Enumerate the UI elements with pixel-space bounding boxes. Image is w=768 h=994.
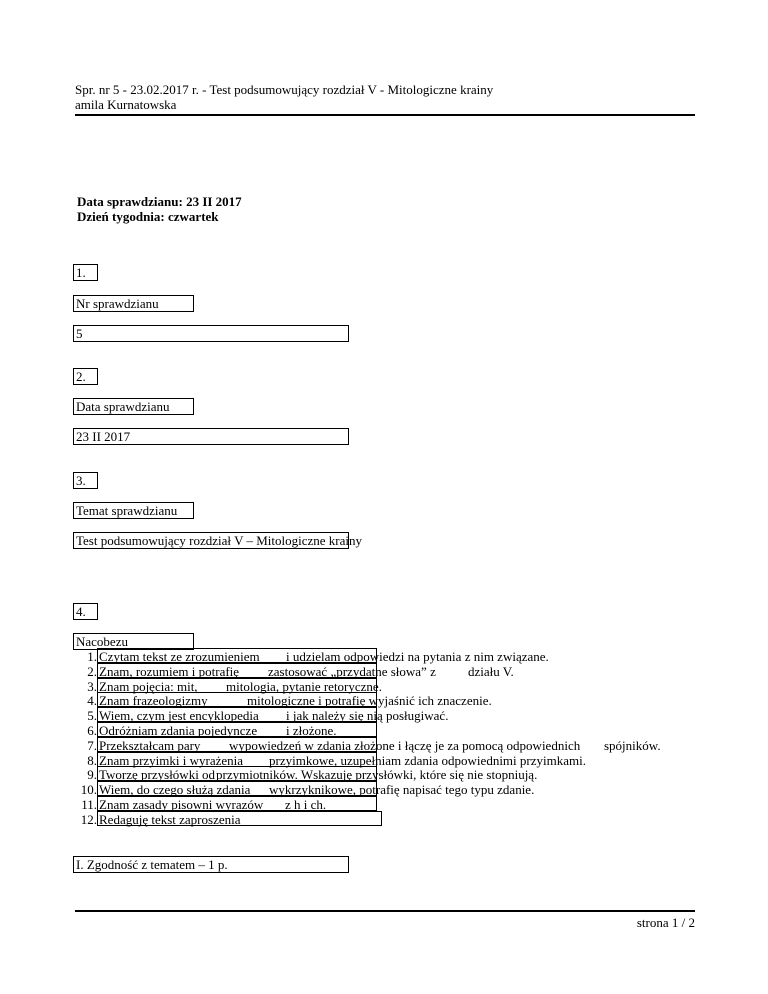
nacobezu-item-number: 9. [87, 767, 97, 783]
section-value-2: 23 II 2017 [76, 429, 131, 444]
nacobezu-item-text-rest: wypowiedzeń w zdania złożone i łączę je za pomocą odpowiednich [229, 737, 581, 753]
nacobezu-item-text-rest: i jak należy się nią posługiwać. [286, 708, 449, 724]
criterion-text: I. Zgodność z tematem – 1 p. [76, 857, 228, 872]
nacobezu-item-text-end: spójników. [604, 737, 661, 753]
section-number-2: 2. [76, 369, 86, 384]
nacobezu-item-text-rest: i udzielam odpowiedzi na pytania z nim związane. [286, 649, 549, 664]
nacobezu-item-text-start: Redaguję tekst zaproszenia [99, 811, 241, 827]
nacobezu-item-text-end: działu V. [468, 663, 514, 679]
section-value-3: Test podsumowujący rozdział V – Mitologiczne krainy [76, 533, 362, 548]
header-divider [75, 114, 695, 116]
nacobezu-item-text-rest: wykrzyknikowe, potrafię napisać tego typu zdanie. [269, 782, 535, 798]
section-number-1: 1. [76, 265, 86, 280]
nacobezu-item-text-start: Tworzę przysłówki od [99, 767, 216, 783]
test-weekday: Dzień tygodnia: czwartek [77, 209, 219, 224]
nacobezu-item-text-start: Znam pojęcia: mit, [99, 678, 198, 694]
nacobezu-item-text-start: Znam przyimki i wyrażenia [99, 752, 244, 768]
section-number-4: 4. [76, 604, 86, 619]
nacobezu-item-text-rest: przyimkowe, uzupełniam zdania odpowiednimi przyimkami. [269, 752, 586, 768]
nacobezu-item-text-rest: przymiotników. Wskazuję przysłówki, które się nie stopniują. [216, 767, 538, 783]
section-label-4: Nacobezu [76, 634, 128, 649]
section-label-2: Data sprawdzianu [76, 399, 170, 414]
nacobezu-item-number: 4. [87, 693, 97, 709]
nacobezu-item-text-start: Znam frazeologizmy [99, 693, 208, 709]
nacobezu-item-text-start: Wiem, do czego służą zdania [99, 782, 251, 798]
nacobezu-item-text-start: Czytam tekst ze zrozumieniem [99, 649, 260, 664]
nacobezu-item-text-rest: mitologiczne i potrafię wyjaśnić ich znaczenie. [247, 693, 492, 709]
section-value-1: 5 [76, 326, 83, 341]
nacobezu-item-text-rest: zastosować „przydatne słowa” z [268, 663, 436, 679]
nacobezu-item-text-start: Znam, rozumiem i potrafię [99, 663, 240, 679]
nacobezu-item-text-start: Znam zasady pisowni wyrazów [99, 797, 264, 812]
page-number: strona 1 / 2 [636, 915, 695, 930]
nacobezu-item-number: 12. [80, 811, 97, 827]
nacobezu-item-number: 8. [87, 752, 97, 768]
nacobezu-item-number: 3. [87, 678, 97, 694]
nacobezu-item-number: 2. [87, 663, 97, 679]
nacobezu-item-text-rest: z h i ch. [285, 797, 327, 812]
section-value-box-1 [73, 325, 349, 342]
nacobezu-item-text-start: Wiem, czym jest encyklopedia [99, 708, 259, 724]
footer-divider [75, 910, 695, 912]
nacobezu-item-text-start: Przekształcam pary [99, 737, 201, 753]
nacobezu-item-number: 5. [87, 708, 97, 724]
nacobezu-item-number: 10. [80, 782, 97, 798]
document-header-title: Spr. nr 5 - 23.02.2017 r. - Test podsumowujący rozdział V - Mitologiczne krainy [75, 82, 494, 97]
nacobezu-item-number: 6. [87, 723, 97, 738]
section-label-1: Nr sprawdzianu [76, 296, 159, 311]
test-date: Data sprawdzianu: 23 II 2017 [77, 194, 242, 209]
nacobezu-item-number: 1. [87, 649, 97, 664]
section-number-3: 3. [76, 473, 86, 488]
nacobezu-item-text-rest: mitologia, pytanie retoryczne. [226, 678, 382, 694]
nacobezu-item-number: 11. [81, 797, 97, 812]
document-header-author: amila Kurnatowska [75, 97, 177, 112]
nacobezu-item-number: 7. [87, 737, 97, 753]
section-label-3: Temat sprawdzianu [76, 503, 178, 518]
nacobezu-item-text-rest: i złożone. [286, 723, 337, 738]
nacobezu-item-text-start: Odróżniam zdania pojedyncze [99, 723, 258, 738]
